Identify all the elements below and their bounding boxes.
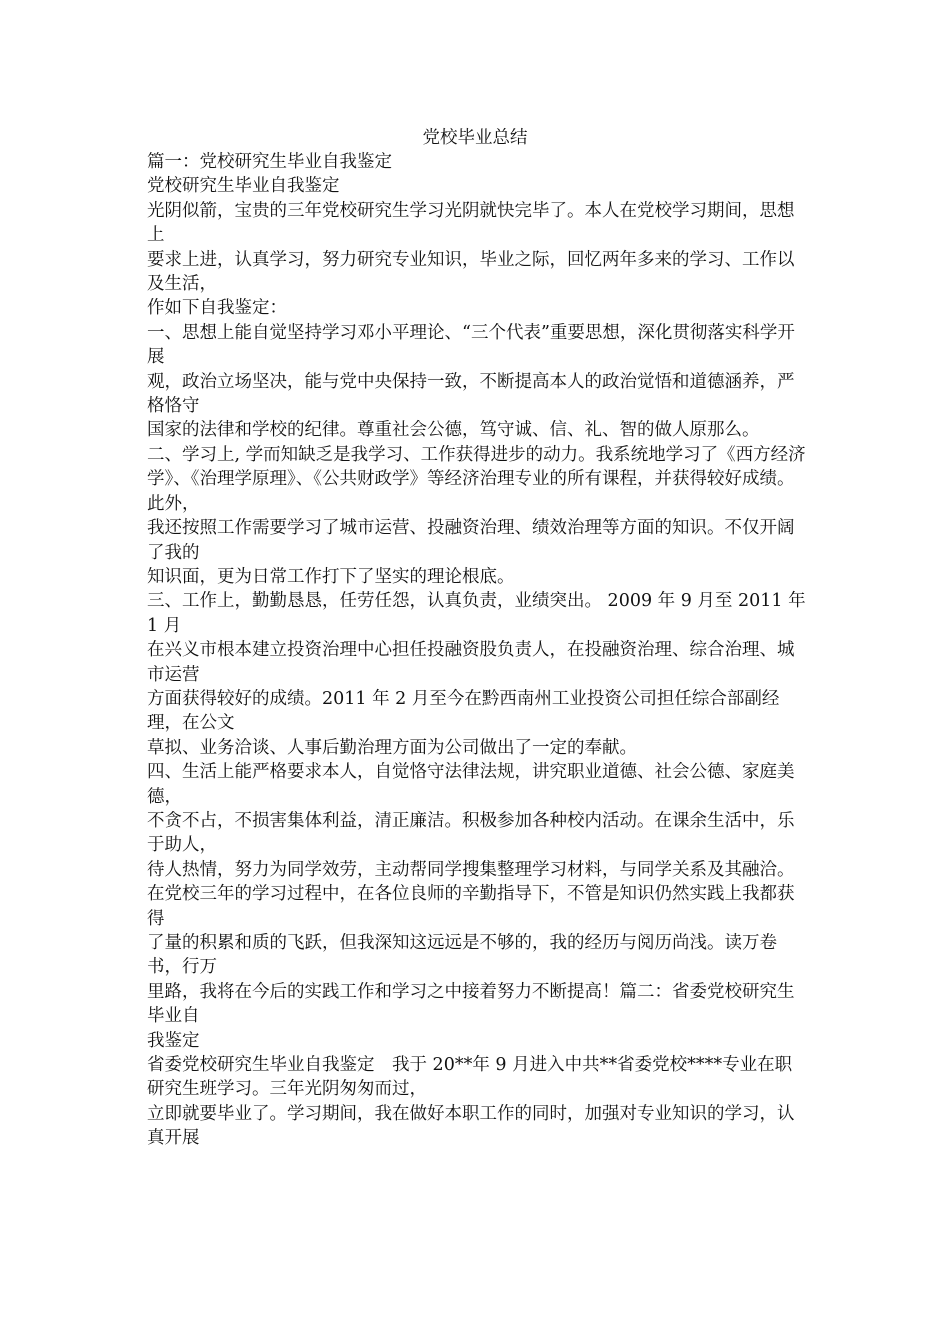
body-line: 知识面，更为日常工作打下了坚实的理论根底。: [147, 566, 515, 587]
body-line: 一、思想上能自觉坚持学习邓小平理论、“三个代表”重要思想，深化贯彻落实科学开展: [147, 322, 795, 368]
body-line: 三、工作上，勤勤恳恳，任劳任怨，认真负责，业绩突出。 2009 年 9 月至 2011 年 1 月: [147, 591, 806, 636]
body-line: 二、学习上, 学而知缺乏是我学习、工作获得进步的动力。我系统地学习了《西方经济: [147, 444, 806, 465]
body-line: 在兴义市根本建立投资治理中心担任投融资股负责人，在投融资治理、综合治理、城市运营: [147, 640, 795, 685]
body-line: 作如下自我鉴定：: [147, 298, 287, 319]
body-line: 里路，我将在今后的实践工作和学习之中接着努力不断提高！篇二：省委党校研究生毕业自: [147, 981, 795, 1027]
body-line: 不贪不占，不损害集体利益，清正廉洁。积极参加各种校内活动。在课余生活中，乐于助人，: [147, 810, 795, 856]
body-line: 草拟、业务洽谈、人事后勤治理方面为公司做出了一定的奉献。: [147, 737, 637, 758]
body-line: 学》、《治理学原理》、《公共财政学》等经济治理专业的所有课程，并获得较好成绩。此外，: [147, 469, 795, 514]
body-line: 方面获得较好的成绩。2011 年 2 月至今在黔西南州工业投资公司担任综合部副经理，在公文: [147, 688, 780, 734]
document-body: [147, 150, 807, 1151]
body-line: 篇一：党校研究生毕业自我鉴定: [147, 152, 392, 172]
body-line: 我鉴定: [147, 1030, 200, 1051]
document-title: 党校毕业总结: [422, 128, 528, 148]
body-line: 观，政治立场坚决，能与党中央保持一致，不断提高本人的政治觉悟和道德涵养，严格恪守: [147, 371, 795, 417]
body-line: 光阴似箭，宝贵的三年党校研究生学习光阴就快完毕了。本人在党校学习期间，思想上: [147, 200, 795, 246]
body-line: 我还按照工作需要学习了城市运营、投融资治理、绩效治理等方面的知识。不仅开阔了我的: [147, 518, 795, 563]
body-line: 省委党校研究生毕业自我鉴定 我于 20**年 9 月进入中共**省委党校****专业在职研究生班学习。三年光阴匆匆而过，: [147, 1055, 793, 1100]
body-line: 了量的积累和质的飞跃，但我深知这远远是不够的，我的经历与阅历尚浅。读万卷书，行万: [147, 933, 777, 978]
body-line: 国家的法律和学校的纪律。尊重社会公德，笃守诚、信、礼、智的做人原那么。: [147, 420, 760, 441]
body-line: 要求上进，认真学习，努力研究专业知识，毕业之际，回忆两年多来的学习、工作以及生活，: [147, 249, 795, 295]
body-line: 党校研究生毕业自我鉴定: [147, 176, 340, 197]
body-line: 待人热情，努力为同学效劳，主动帮同学搜集整理学习材料，与同学关系及其融洽。在党校三年的学习过程中，在各位良师的辛勤指导下，不管是知识仍然实践上我都获得: [147, 859, 795, 929]
body-line: 立即就要毕业了。学习期间，我在做好本职工作的同时，加强对专业知识的学习，认真开展: [147, 1103, 795, 1149]
body-line: 四、生活上能严格要求本人，自觉恪守法律法规，讲究职业道德、社会公德、家庭美德，: [147, 762, 795, 807]
